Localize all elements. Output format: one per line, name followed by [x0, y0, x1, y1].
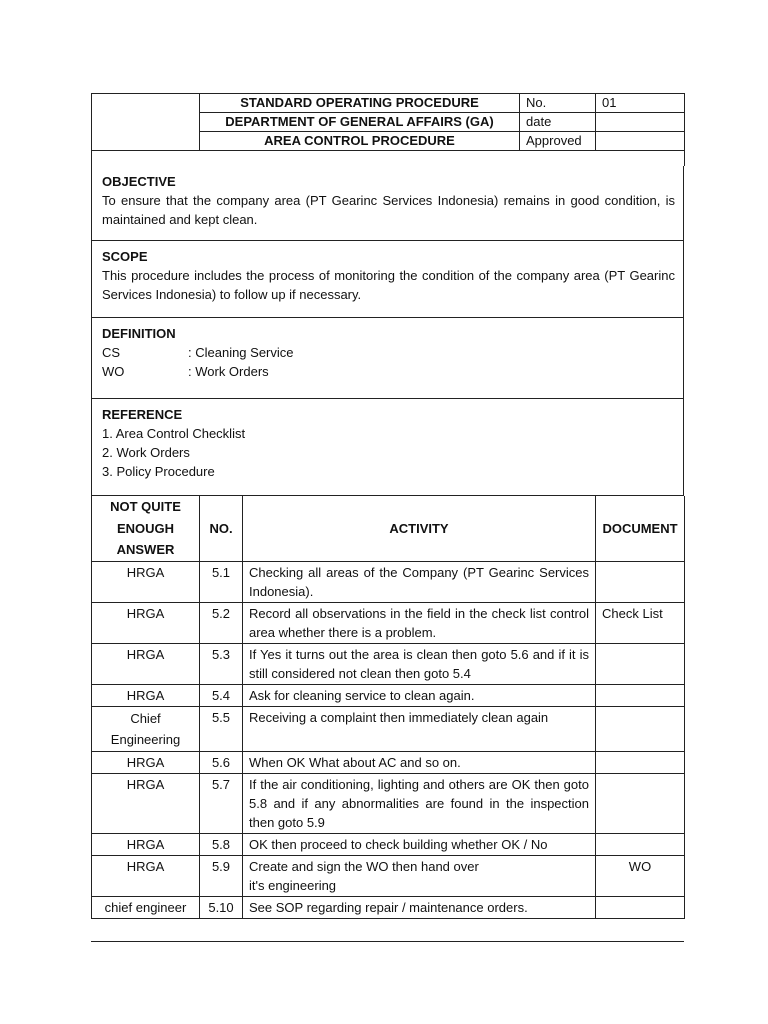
- reference-item: 2. Work Orders: [102, 445, 190, 460]
- row-activity: If Yes it turns out the area is clean then goto 5.6 and if it is still considered not clean then goto 5.4: [243, 643, 596, 684]
- approved-label: Approved: [520, 132, 596, 151]
- row-document: [596, 684, 685, 706]
- row-who: HRGA: [92, 561, 200, 602]
- row-who: HRGA: [92, 643, 200, 684]
- table-row: [92, 896, 685, 918]
- no-label: No.: [520, 94, 596, 113]
- header-no: NO.: [200, 496, 243, 561]
- row-who: HRGA: [92, 751, 200, 773]
- row-document: [596, 896, 685, 918]
- row-no: 5.10: [200, 896, 243, 918]
- no-value: 01: [596, 94, 685, 113]
- row-document: [596, 706, 685, 751]
- definition-item: [102, 343, 675, 362]
- row-no: 5.8: [200, 833, 243, 855]
- row-activity: Ask for cleaning service to clean again.: [243, 684, 596, 706]
- objective-text: To ensure that the company area (PT Gearinc Services Indonesia) remains in good condition, is maintained and kept clean.: [102, 193, 675, 227]
- activity-table: [91, 496, 685, 919]
- logo-cell: [92, 94, 200, 151]
- row-activity: Record all observations in the field in the check list control area whether there is a problem.: [243, 602, 596, 643]
- approved-value: [596, 132, 685, 151]
- row-no: 5.4: [200, 684, 243, 706]
- table-row: [92, 833, 685, 855]
- definition-desc: : Cleaning Service: [188, 345, 294, 360]
- spacer-row: [92, 151, 685, 167]
- row-no: 5.3: [200, 643, 243, 684]
- date-value: [596, 113, 685, 132]
- row-no: 5.7: [200, 773, 243, 833]
- row-no: 5.6: [200, 751, 243, 773]
- row-activity: OK then proceed to check building whether OK / No: [243, 833, 596, 855]
- sop-title: STANDARD OPERATING PROCEDURE: [200, 94, 520, 113]
- reference-section: [92, 399, 684, 496]
- objective-title: OBJECTIVE: [102, 174, 176, 189]
- sop-document: [91, 93, 684, 919]
- row-who: chief engineer: [92, 896, 200, 918]
- row-document: [596, 561, 685, 602]
- row-document: Check List: [596, 602, 685, 643]
- header-activity: ACTIVITY: [243, 496, 596, 561]
- definition-desc: : Work Orders: [188, 364, 269, 379]
- row-activity: If the air conditioning, lighting and others are OK then goto 5.8 and if any abnormalities are found in the inspection then goto 5.9: [243, 773, 596, 833]
- table-row: [92, 773, 685, 833]
- row-who: HRGA: [92, 684, 200, 706]
- row-activity: Checking all areas of the Company (PT Gearinc Services Indonesia).: [243, 561, 596, 602]
- row-no: 5.9: [200, 855, 243, 896]
- header-document: DOCUMENT: [596, 496, 685, 561]
- scope-section: [92, 241, 684, 318]
- row-who: Chief Engineering: [92, 706, 200, 751]
- row-document: [596, 751, 685, 773]
- definition-title: DEFINITION: [102, 326, 176, 341]
- row-document: [596, 643, 685, 684]
- row-document: WO: [596, 855, 685, 896]
- scope-text: This procedure includes the process of monitoring the condition of the company area (PT Gearinc Services Indonesia) to follow up if necessary.: [102, 268, 675, 302]
- definition-term: CS: [102, 345, 121, 360]
- definition-section: [92, 318, 684, 399]
- sections-table: [91, 166, 684, 496]
- row-activity: Receiving a complaint then immediately clean again: [243, 706, 596, 751]
- activity-header-row: [92, 496, 685, 561]
- row-no: 5.2: [200, 602, 243, 643]
- row-no: 5.1: [200, 561, 243, 602]
- row-who: HRGA: [92, 833, 200, 855]
- definition-item: [102, 362, 675, 381]
- procedure-title: AREA CONTROL PROCEDURE: [200, 132, 520, 151]
- table-row: [92, 602, 685, 643]
- row-document: [596, 773, 685, 833]
- table-row: [92, 706, 685, 751]
- row-no: 5.5: [200, 706, 243, 751]
- definition-term: WO: [102, 364, 125, 379]
- row-activity: When OK What about AC and so on.: [243, 751, 596, 773]
- table-row: [92, 855, 685, 896]
- row-who: HRGA: [92, 773, 200, 833]
- row-who: HRGA: [92, 855, 200, 896]
- table-row: [92, 561, 685, 602]
- row-document: [596, 833, 685, 855]
- table-row: [92, 684, 685, 706]
- header-who: NOT QUITE ENOUGH ANSWER: [92, 496, 200, 561]
- reference-title: REFERENCE: [102, 407, 183, 422]
- department-title: DEPARTMENT OF GENERAL AFFAIRS (GA): [200, 113, 520, 132]
- date-label: date: [520, 113, 596, 132]
- row-activity: See SOP regarding repair / maintenance orders.: [243, 896, 596, 918]
- objective-section: [92, 166, 684, 241]
- reference-item: 3. Policy Procedure: [102, 464, 215, 479]
- row-activity: Create and sign the WO then hand over it's engineering: [243, 855, 596, 896]
- reference-item: 1. Area Control Checklist: [102, 426, 246, 441]
- table-row: [92, 643, 685, 684]
- sop-header-table: [91, 93, 685, 166]
- footer-divider: [91, 941, 684, 942]
- scope-title: SCOPE: [102, 249, 148, 264]
- row-who: HRGA: [92, 602, 200, 643]
- table-row: [92, 751, 685, 773]
